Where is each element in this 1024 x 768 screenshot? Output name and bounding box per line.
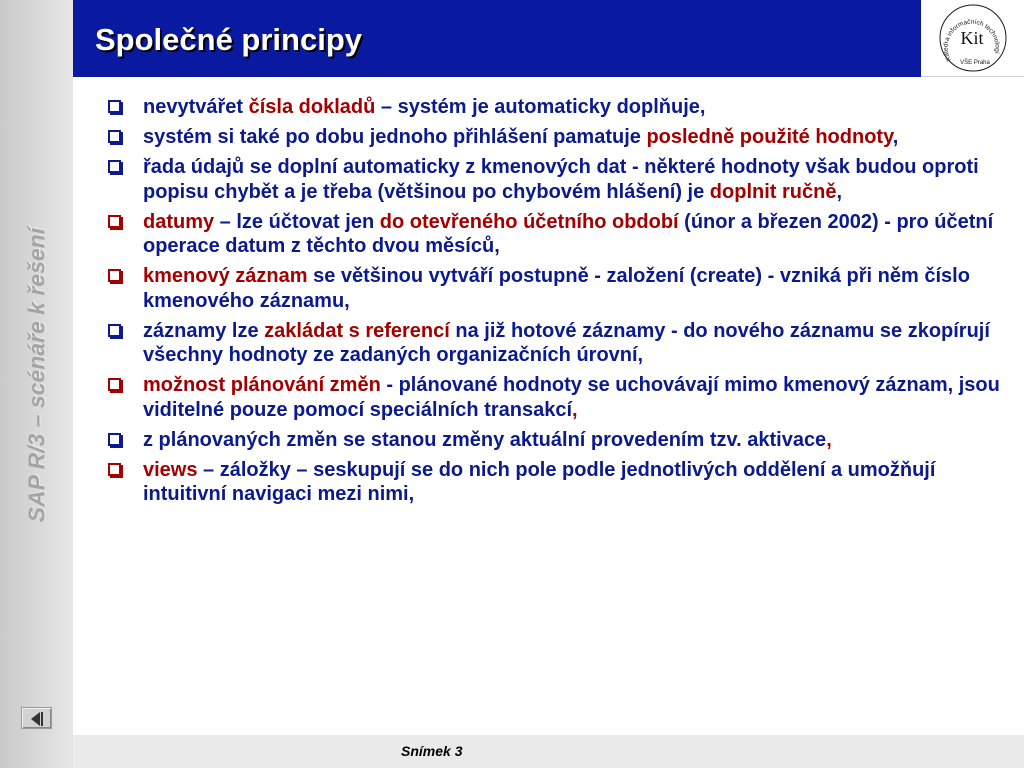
logo-area	[921, 0, 1024, 77]
bullet-item	[105, 155, 1000, 204]
bullet-text: na již hotové záznamy - do nového záznamu se zkopírují všechny hodnoty ze zadaných organizačních úrovní,	[143, 319, 990, 366]
bullet-text: záznamy lze	[143, 319, 265, 342]
bullet-item	[105, 458, 1000, 507]
bullet-item	[105, 373, 1000, 422]
bullet-text: (únor a březen 2002) - pro účetní operace datum z těchto dvou měsíců,	[143, 210, 994, 257]
bullet-list	[105, 95, 1000, 512]
bullet-item	[105, 264, 1000, 313]
bullet-text: nevytvářet	[143, 96, 249, 118]
bullet-checkbox-icon	[108, 463, 121, 476]
bullet-text: ,	[836, 180, 843, 203]
kit-logo	[921, 0, 1024, 77]
bullet-text: řada údajů se doplní automaticky z kmenových dat - některé hodnoty však budou oproti popisu chybět a je třeba (většinou po chybovém hlášení) je	[143, 156, 979, 203]
bullet-text: systém si také po dobu jednoho přihlášení pamatuje	[143, 126, 647, 148]
back-button[interactable]	[21, 707, 52, 729]
sidebar	[0, 0, 73, 768]
bullet-item	[105, 125, 1000, 150]
highlighted-text: možnost plánování změn	[143, 374, 381, 396]
highlighted-text: čísla dokladů	[248, 96, 376, 118]
bullet-item	[105, 95, 1000, 120]
highlighted-text: datumy	[143, 210, 215, 233]
highlighted-text: ,	[826, 428, 832, 451]
slide-number: Snímek 3	[401, 743, 463, 759]
bullet-checkbox-icon	[108, 269, 121, 282]
bullet-text: – záložky – seskupují se do nich pole podle jednotlivých oddělení a umožňují intuitivní navigaci mezi nimi,	[143, 458, 936, 505]
highlighted-text: kmenový záznam	[143, 265, 308, 287]
bullet-item	[105, 210, 1000, 259]
slide-footer	[73, 735, 1024, 768]
back-triangle-icon	[22, 708, 53, 730]
bullet-item	[105, 319, 1000, 368]
bullet-text: ,	[892, 126, 899, 148]
highlighted-text: doplnit ručně	[709, 180, 837, 203]
bullet-checkbox-icon	[108, 130, 121, 143]
highlighted-text: zakládat s referencí	[264, 319, 450, 342]
logo-ring-text: Katedra informačních technologi	[942, 18, 1001, 63]
highlighted-text: ,	[572, 398, 578, 421]
logo-monogram: Kit	[960, 28, 984, 48]
bullet-checkbox-icon	[108, 433, 121, 446]
bullet-checkbox-icon	[108, 215, 121, 228]
bullet-checkbox-icon	[108, 378, 121, 391]
bullet-item	[105, 428, 1000, 453]
slide-title: Společné principy	[95, 22, 363, 57]
bullet-checkbox-icon	[108, 100, 121, 113]
bullet-checkbox-icon	[108, 324, 121, 337]
bullet-text: – lze účtovat jen	[214, 210, 380, 233]
bullet-text: se většinou vytváří postupně - založení (create) - vzniká při něm číslo kmenového záznamu,	[143, 265, 970, 312]
slide-header	[73, 0, 921, 77]
slide-content	[73, 77, 1024, 735]
bullet-checkbox-icon	[108, 160, 121, 173]
highlighted-text: do otevřeného účetního období	[379, 210, 679, 233]
bullet-text: - plánované hodnoty se uchovávají mimo kmenový záznam, jsou viditelné pouze pomocí speciálních transakcí	[143, 374, 1000, 421]
logo-bottom-text: VŠE Praha	[960, 60, 990, 66]
sidebar-vertical-title: SAP R/3 – scénáře k řešení	[23, 227, 50, 523]
highlighted-text: views	[143, 458, 198, 481]
bullet-text: z plánovaných změn se stanou změny aktuální provedením tzv. aktivace	[143, 428, 827, 451]
bullet-text: – systém je automaticky doplňuje,	[375, 96, 706, 118]
highlighted-text: posledně použité hodnoty	[646, 126, 893, 148]
